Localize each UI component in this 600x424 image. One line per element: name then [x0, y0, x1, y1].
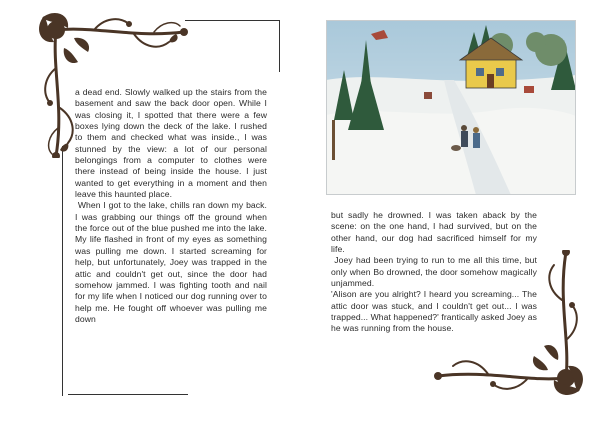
right-paragraph: 'Alison are you alright? I heard you screaming... The attic door was stuck, and I couldn't get out... I was trapped... What happened?' frantically asked Joey as he was running from the house.: [331, 289, 540, 334]
left-bottom-rule: [68, 394, 188, 395]
winter-cabin-illustration: [326, 20, 576, 195]
left-top-rule: [185, 20, 280, 21]
left-paragraph: a dead end. Slowly walked up the stairs from the basement and saw the back door open. While I was closing it, I spotted that there were a few boxes lying down the deck of the lake. I rushed to them and checked what was inside., I was stunned by the view: a lot of our personal belongings from a computer to clothes were there instead of being inside the house. I just wanted to get everything in a moment and then leave this haunted place.: [75, 87, 270, 200]
left-paragraph: When I got to the lake, chills ran down my back. I was grabbing our things off the ground when the force out of the blue pushed me into the lake. My life flashed in front of my eyes as something was pulling me down. I started screaming for help, but unfortunately, Joey was trapped in the attic and couldn't get out, since the door had somehow jammed. I was fighting tooth and nail for my life when I noticed our dog running over to help me. He fought off whoever was pulling me down: [75, 200, 270, 324]
left-page-text: [75, 87, 270, 325]
left-side-rule: [62, 146, 63, 396]
right-paragraph: but sadly he drowned. I was taken aback by the scene: on the one hand, I had survived, but on the other hand, our dog had sacrificed himself for my life.: [331, 210, 540, 255]
corner-flourish-bottom-right: [428, 250, 588, 400]
left-right-rule: [279, 20, 280, 72]
right-paragraph: Joey had been trying to run to me all this time, but only when Bo drowned, the door somehow magically unjammed.: [331, 255, 540, 289]
